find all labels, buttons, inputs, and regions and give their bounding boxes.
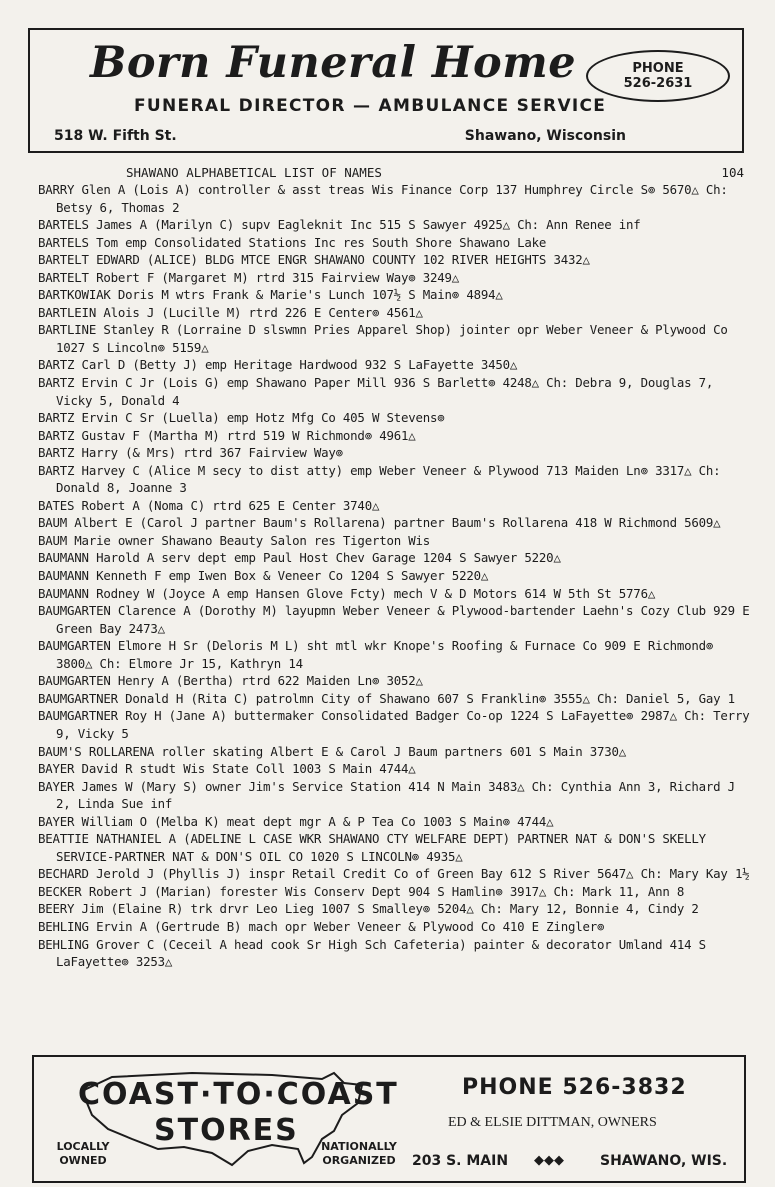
directory-entry: BAUMGARTNER Roy H (Jane A) buttermaker Consolidated Badger Co-op 1224 S LaFayette⊚ 2987△ Ch: Terry 9, Vicky 5 (38, 708, 750, 741)
diamond-separator-icon: ◆◆◆ (534, 1153, 564, 1168)
directory-entry: BARTELT Robert F (Margaret M) rtrd 315 Fairview Way⊚ 3249△ (38, 269, 460, 285)
directory-entry: BAUMGARTEN Elmore H Sr (Deloris M L) sht mtl wkr Knope's Roofing & Furnace Co 909 E Richmond⊚ 3800△ Ch: Elmore Jr 15, Kathryn 14 (38, 638, 714, 671)
directory-entry: BARTLINE Stanley R (Lorraine D slswmn Pries Apparel Shop) jointer opr Weber Veneer & Plywood Co 1027 S Lincoln⊚ 5159△ (38, 322, 728, 355)
tag-left-line-1: LOCALLY (56, 1140, 110, 1153)
directory-entry: BARTZ Harry (& Mrs) rtrd 367 Fairview Way⊚ (38, 445, 343, 461)
directory-entry: BAYER James W (Mary S) owner Jim's Service Station 414 N Main 3483△ Ch: Cynthia Ann 3, Richard J 2, Linda Sue inf (38, 778, 735, 812)
tag-left-line-2: OWNED (59, 1154, 107, 1167)
tag-nationally-organized (304, 1140, 414, 1168)
directory-entry: BECHARD Jerold J (Phyllis J) inspr Retail Credit Co of Green Bay 612 S River 5647△ Ch: Mary Kay 1½ (38, 866, 750, 882)
directory-entry: BAUMGARTNER Donald H (Rita C) patrolmn City of Shawano 607 S Franklin⊚ 3555△ Ch: Daniel 5, Gay 1 (38, 690, 735, 706)
ad-address: 518 W. Fifth St. (54, 128, 177, 144)
store-street: 203 S. MAIN (412, 1153, 509, 1169)
store-owners: ED & ELSIE DITTMAN, OWNERS (448, 1115, 657, 1130)
ad-phone-oval (586, 50, 730, 102)
directory-entry: BARTZ Gustav F (Martha M) rtrd 519 W Richmond⊚ 4961△ (38, 427, 416, 443)
directory-entry: BAUMANN Kenneth F emp Iwen Box & Veneer Co 1204 S Sawyer 5220△ (38, 568, 489, 584)
directory-entry: BEHLING Ervin A (Gertrude B) mach opr Weber Veneer & Plywood Co 410 E Zingler⊚ (38, 918, 605, 934)
listing-entries (38, 181, 750, 971)
directory-entry: BAUMGARTEN Henry A (Bertha) rtrd 622 Maiden Ln⊚ 3052△ (38, 673, 423, 689)
directory-entry: BARTZ Ervin C Sr (Luella) emp Hotz Mfg Co 405 W Stevens⊚ (38, 410, 445, 426)
store-city: SHAWANO, WIS. (600, 1153, 728, 1169)
ad-phone-number: 526-2631 (623, 76, 693, 91)
directory-entry: BARTELS James A (Marilyn C) supv Eagleknit Inc 515 S Sawyer 4925△ Ch: Ann Renee inf (38, 217, 641, 233)
directory-entry: BARTZ Ervin C Jr (Lois G) emp Shawano Paper Mill 936 S Barlett⊚ 4248△ Ch: Debra 9, Douglas 7, Vicky 5, Donald 4 (38, 375, 714, 408)
directory-entry: BARRY Glen A (Lois A) controller & asst treas Wis Finance Corp 137 Humphrey Circle S⊚ 5670△ Ch: Betsy 6, Thomas 2 (38, 182, 728, 215)
ad-phone-label: PHONE (632, 61, 684, 76)
ad-services: FUNERAL DIRECTOR — AMBULANCE SERVICE (134, 96, 607, 116)
ad-city: Shawano, Wisconsin (464, 128, 626, 144)
page-number: 104 (721, 165, 744, 180)
directory-entry: BARTKOWIAK Doris M wtrs Frank & Marie's Lunch 107½ S Main⊚ 4894△ (38, 287, 503, 303)
directory-entry: BEATTIE NATHANIEL A (ADELINE L CASE WKR SHAWANO CTY WELFARE DEPT) PARTNER NAT & DON'S SKELLY SERVICE-PARTNER NAT & DON'S OIL CO 1020 S LINCOLN⊚ 4935△ (38, 831, 706, 864)
logo-coast-to-coast: COAST·TO·COAST (78, 1077, 399, 1112)
directory-entry: BEERY Jim (Elaine R) trk drvr Leo Lieg 1007 S Smalley⊚ 5204△ Ch: Mary 12, Bonnie 4, Cindy 2 (38, 901, 699, 917)
directory-entry: BEHLING Grover C (Ceceil A head cook Sr High Sch Cafeteria) painter & decorator Umland 414 S LaFayette⊚ 3253△ (38, 936, 706, 970)
logo-stores: STORES (154, 1113, 299, 1148)
directory-entry: BAYER David R studt Wis State Coll 1003 S Main 4744△ (38, 761, 416, 777)
directory-entry: BAUM'S ROLLARENA roller skating Albert E & Carol J Baum partners 601 S Main 3730△ (38, 743, 627, 759)
hardware-store-ad (32, 1055, 746, 1183)
directory-entry: BARTZ Harvey C (Alice M secy to dist atty) emp Weber Veneer & Plywood 713 Maiden Ln⊚ 3317△ Ch: Donald 8, Joanne 3 (38, 462, 721, 496)
store-phone: PHONE 526-3832 (462, 1075, 687, 1100)
directory-entry: BAUM Albert E (Carol J partner Baum's Rollarena) partner Baum's Rollarena 418 W Richmond 5609△ (38, 515, 721, 531)
directory-entry: BARTELS Tom emp Consolidated Stations Inc res South Shore Shawano Lake (38, 234, 547, 250)
tag-locally-owned (48, 1140, 118, 1168)
tag-right-line-1: NATIONALLY (321, 1140, 397, 1153)
tag-right-line-2: ORGANIZED (322, 1154, 396, 1167)
directory-entry: BATES Robert A (Noma C) rtrd 625 E Center 3740△ (38, 497, 380, 513)
directory-entry: BAYER William O (Melba K) meat dept mgr A & P Tea Co 1003 S Main⊚ 4744△ (38, 813, 554, 829)
directory-entry: BARTZ Carl D (Betty J) emp Heritage Hardwood 932 S LaFayette 3450△ (38, 357, 518, 373)
directory-entry: BAUMANN Rodney W (Joyce A emp Hansen Glove Fcty) mech V & D Motors 614 W 5th St 5776△ (38, 585, 656, 601)
funeral-home-ad (28, 28, 744, 153)
directory-entry: BAUM Marie owner Shawano Beauty Salon res Tigerton Wis (38, 532, 431, 548)
directory-entry: BAUMANN Harold A serv dept emp Paul Host Chev Garage 1204 S Sawyer 5220△ (38, 550, 561, 566)
listing-heading: SHAWANO ALPHABETICAL LIST OF NAMES (126, 165, 382, 180)
directory-entry: BECKER Robert J (Marian) forester Wis Conserv Dept 904 S Hamlin⊚ 3917△ Ch: Mark 11, Ann 8 (38, 883, 685, 899)
directory-entry: BAUMGARTEN Clarence A (Dorothy M) layupmn Weber Veneer & Plywood-bartender Laehn's Cozy Club 929 E Green Bay 2473△ (38, 603, 750, 636)
ad-business-name: Born Funeral Home (90, 38, 577, 88)
directory-entry: BARTELT EDWARD (ALICE) BLDG MTCE ENGR SHAWANO COUNTY 102 RIVER HEIGHTS 3432△ (38, 252, 590, 268)
directory-entry: BARTLEIN Alois J (Lucille M) rtrd 226 E Center⊚ 4561△ (38, 304, 423, 320)
listing-header (126, 165, 746, 181)
